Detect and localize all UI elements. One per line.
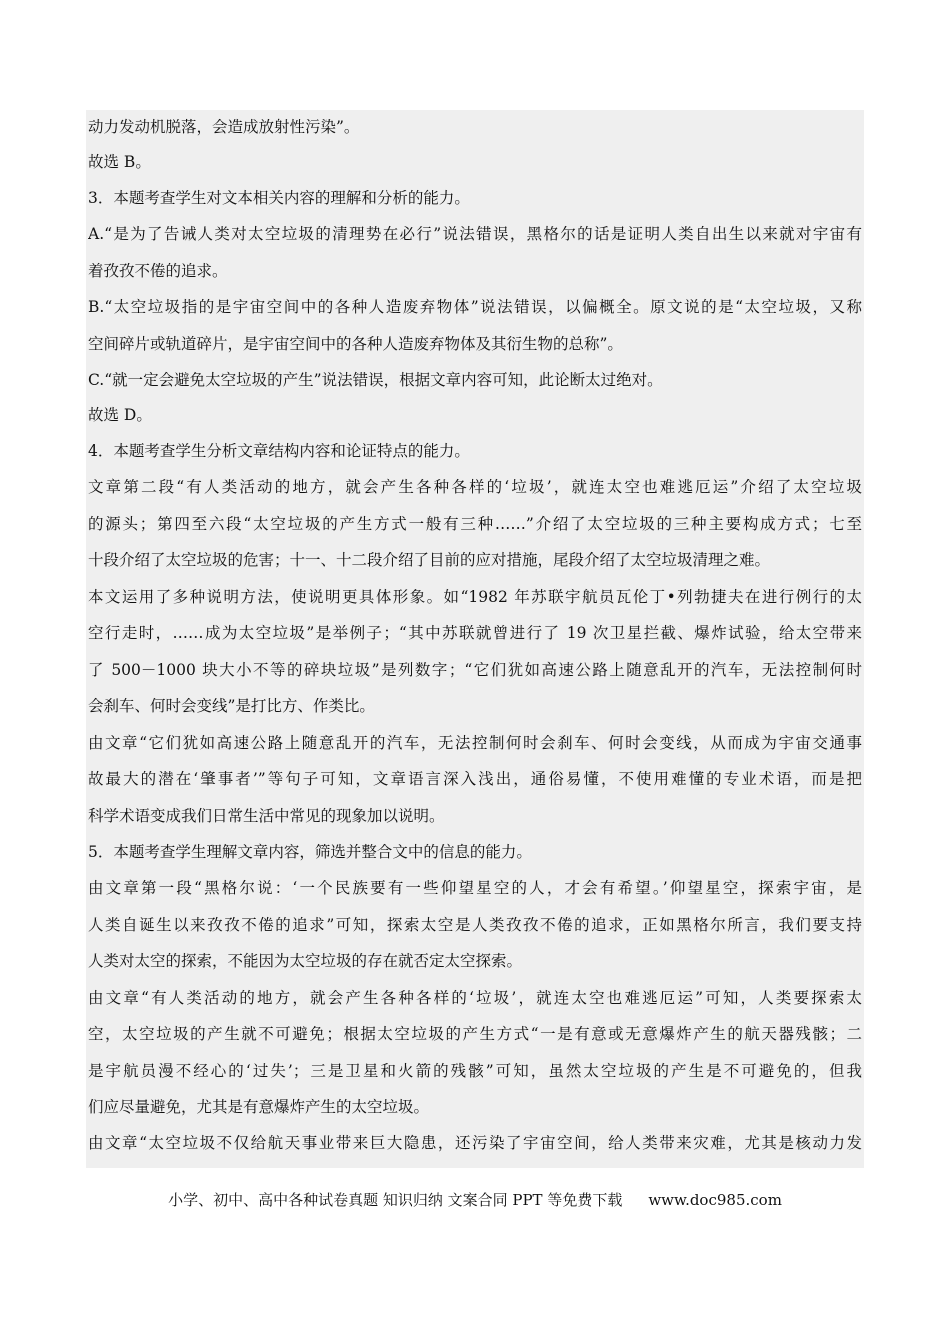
text-line: 空间碎片或轨道碎片，是宇宙空间中的各种人造废弃物体及其衍生物的总称”。 bbox=[88, 335, 623, 353]
text-line: 由文章“太空垃圾不仅给航天事业带来巨大隐患，还污染了宇宙空间，给人类带来灾难，尤其是核动力发 bbox=[88, 1134, 862, 1152]
text-line: 了 500－1000 块大小不等的碎块垃圾”是列数字；“它们犹如高速公路上随意乱开的汽车，无法控制何时 bbox=[88, 661, 862, 679]
text-line: 4．本题考查学生分析文章结构内容和论证特点的能力。 bbox=[88, 442, 470, 460]
text-line: 科学术语变成我们日常生活中常见的现象加以说明。 bbox=[88, 807, 445, 825]
text-line: 文章第二段“有人类活动的地方，就会产生各种各样的‘垃圾’，就连太空也难逃厄运”介绍了太空垃圾 bbox=[88, 478, 862, 496]
text-line: 人类自诞生以来孜孜不倦的追求”可知，探索太空是人类孜孜不倦的追求，正如黑格尔所言，我们要支持 bbox=[88, 916, 862, 934]
text-line: 本文运用了多种说明方法，使说明更具体形象。如“1982 年苏联宇航员瓦伦丁•列勃捷夫在进行例行的太 bbox=[88, 588, 862, 606]
text-line: 5．本题考查学生理解文章内容，筛选并整合文中的信息的能力。 bbox=[88, 843, 532, 861]
text-line: 空行走时，……成为太空垃圾”是举例子；“其中苏联就曾进行了 19 次卫星拦截、爆炸试验，给太空带来 bbox=[88, 624, 862, 642]
text-line: 是宇航员漫不经心的‘过失’；三是卫星和火箭的残骸”可知，虽然太空垃圾的产生是不可避免的，但我 bbox=[88, 1062, 862, 1080]
text-line: A.“是为了告诫人类对太空垃圾的清理势在必行”说法错误，黑格尔的话是证明人类自出生以来就对宇宙有 bbox=[88, 225, 862, 243]
text-line: 着孜孜不倦的追求。 bbox=[88, 262, 228, 280]
text-line: C.“就一定会避免太空垃圾的产生”说法错误，根据文章内容可知，此论断太过绝对。 bbox=[88, 371, 663, 389]
footer-text: 小学、初中、高中各种试卷真题 知识归纳 文案合同 PPT 等免费下载 bbox=[168, 1191, 623, 1209]
text-line: B.“太空垃圾指的是宇宙空间中的各种人造废弃物体”说法错误，以偏概全。原文说的是“太空垃圾，又称 bbox=[88, 298, 862, 316]
text-line: 由文章第一段“黑格尔说：‘一个民族要有一些仰望星空的人，才会有希望。’仰望星空，探索宇宙，是 bbox=[88, 879, 862, 897]
text-line: 空，太空垃圾的产生就不可避免；根据太空垃圾的产生方式“一是有意或无意爆炸产生的航天器残骸；二 bbox=[88, 1025, 862, 1043]
text-line: 人类对太空的探索，不能因为太空垃圾的存在就否定太空探索。 bbox=[88, 952, 523, 970]
text-line: 动力发动机脱落，会造成放射性污染”。 bbox=[88, 118, 360, 136]
footer-url[interactable]: www.doc985.com bbox=[648, 1191, 782, 1209]
text-line: 由文章“它们犹如高速公路上随意乱开的汽车，无法控制何时会刹车、何时会变线，从而成为宇宙交通事 bbox=[88, 734, 862, 752]
text-line: 由文章“有人类活动的地方，就会产生各种各样的‘垃圾’，就连太空也难逃厄运”可知，人类要探索太 bbox=[88, 989, 862, 1007]
text-line: 故选 D。 bbox=[88, 406, 152, 424]
text-line: 3．本题考查学生对文本相关内容的理解和分析的能力。 bbox=[88, 189, 470, 207]
text-line: 们应尽量避免，尤其是有意爆炸产生的太空垃圾。 bbox=[88, 1098, 430, 1116]
text-line: 会刹车、何时会变线”是打比方、作类比。 bbox=[88, 697, 375, 715]
text-line: 故最大的潜在‘肇事者’”等句子可知，文章语言深入浅出，通俗易懂，不使用难懂的专业术语，而是把 bbox=[88, 770, 862, 788]
page-footer bbox=[0, 1189, 950, 1211]
text-line: 十段介绍了太空垃圾的危害；十一、十二段介绍了目前的应对措施，尾段介绍了太空垃圾清理之难。 bbox=[88, 551, 771, 569]
text-line: 的源头；第四至六段“太空垃圾的产生方式一般有三种……”介绍了太空垃圾的三种主要构成方式；七至 bbox=[88, 515, 862, 533]
text-line: 故选 B。 bbox=[88, 153, 151, 171]
